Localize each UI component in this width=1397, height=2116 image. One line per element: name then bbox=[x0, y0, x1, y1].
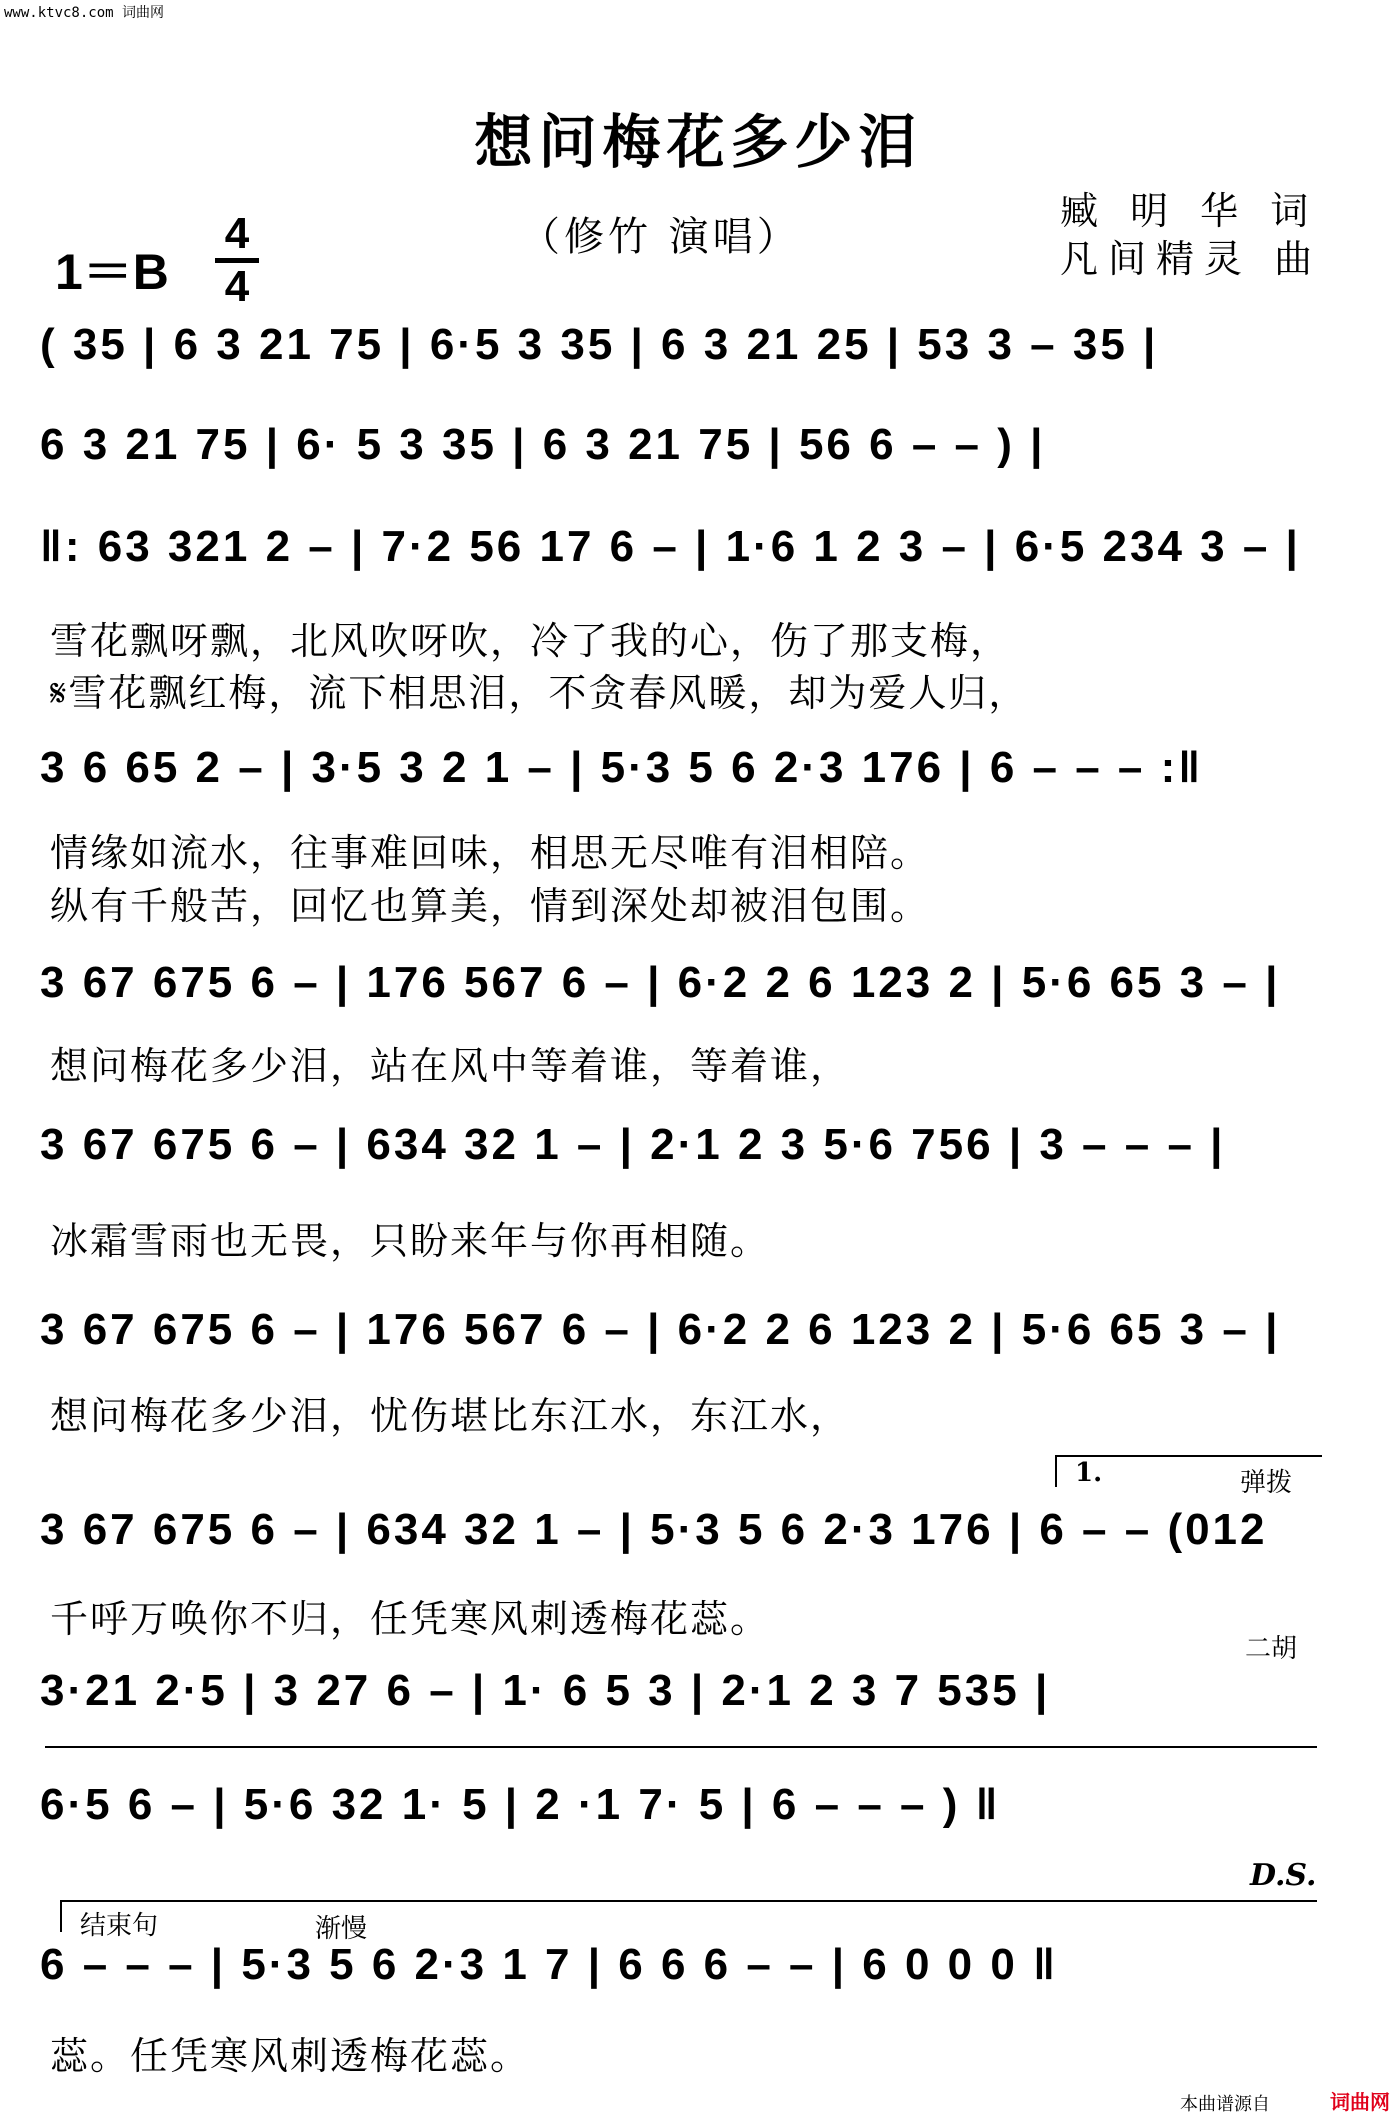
notation-line: 6·5 6 – | 5·6 32 1· 5 | 2 ·1 7· 5 | 6 – – – ) ‖ bbox=[40, 1780, 1001, 1829]
time-signature-top: 4 bbox=[224, 209, 250, 258]
notation-line: 3 6 65 2 – | 3·5 3 2 1 – | 5·3 5 6 2·3 176 | 6 – – – :‖ bbox=[40, 743, 1204, 792]
ds-mark: D.S. bbox=[1250, 1858, 1317, 1893]
lyric-line: 冰霜雪雨也无畏，只盼来年与你再相随。 bbox=[50, 1219, 771, 1263]
notation-line: ( 35 | 6 3 21 75 | 6·5 3 35 | 6 3 21 25 | 53 3 – 35 | bbox=[40, 320, 1159, 369]
lyric-line: 千呼万唤你不归，任凭寒风刺透梅花蕊。 bbox=[50, 1597, 771, 1641]
notation-line: 3 67 675 6 – | 634 32 1 – | 2·1 2 3 5·6 756 | 3 – – – | bbox=[40, 1120, 1226, 1169]
ending-bracket bbox=[60, 1900, 1317, 1932]
lyric-line: 纵有千般苦，回忆也算美，情到深处却被泪包围。 bbox=[50, 884, 931, 928]
notation-line: 6 3 21 75 | 6· 5 3 35 | 6 3 21 75 | 56 6 – – ) | bbox=[40, 420, 1046, 469]
lyric-line: 𝄋雪花飘红梅，流下相思泪，不贪春风暖，却为爱人归， bbox=[50, 671, 1029, 715]
time-signature-bottom: 4 bbox=[224, 262, 250, 311]
footer-brand[interactable]: 词曲网 bbox=[1330, 2090, 1390, 2114]
erhu-label: 二胡 bbox=[1245, 1634, 1298, 1664]
key-signature: 1＝B bbox=[55, 244, 169, 300]
notation-line: 3 67 675 6 – | 634 32 1 – | 5·3 5 6 2·3 176 | 6 – – (012 bbox=[40, 1505, 1268, 1554]
pluck-label: 弹拨 bbox=[1240, 1468, 1293, 1498]
volta-number: 1. bbox=[1075, 1458, 1103, 1488]
lyric-line: 雪花飘呀飘，北风吹呀吹，冷了我的心，伤了那支梅， bbox=[50, 619, 1011, 663]
notation-line: 3·21 2·5 | 3 27 6 – | 1· 6 5 3 | 2·1 2 3 7 535 | bbox=[40, 1666, 1051, 1715]
notation-line: ‖: 63 321 2 – | 7·2 56 17 6 – | 1·6 1 2 3 – | 6·5 234 3 – | bbox=[40, 522, 1301, 571]
lyric-line: 情缘如流水，往事难回味，相思无尽唯有泪相陪。 bbox=[50, 831, 931, 875]
slowing-label: 渐慢 bbox=[315, 1914, 368, 1944]
lyric-line: 想问梅花多少泪，忧伤堪比东江水，东江水， bbox=[50, 1394, 851, 1438]
composer: 凡间精灵 曲 bbox=[1060, 237, 1323, 281]
footer-source: 本曲谱源自 bbox=[1180, 2094, 1270, 2115]
song-title: 想问梅花多少泪 bbox=[474, 108, 923, 176]
notation-line: 3 67 675 6 – | 176 567 6 – | 6·2 2 6 123 2 | 5·6 65 3 – | bbox=[40, 1305, 1281, 1354]
lyric-line: 蕊。任凭寒风刺透梅花蕊。 bbox=[50, 2034, 531, 2078]
time-signature bbox=[215, 209, 259, 311]
notation-line: 6 – – – | 5·3 5 6 2·3 1 7 | 6 6 6 – – | 6 0 0 0 ‖ bbox=[40, 1940, 1058, 1989]
lyricist: 臧 明 华 词 bbox=[1060, 189, 1319, 233]
lyric-line: 想问梅花多少泪，站在风中等着谁，等着谁， bbox=[50, 1044, 851, 1088]
singer: （修竹 演唱） bbox=[520, 214, 801, 260]
site-watermark: www.ktvc8.com 词曲网 bbox=[4, 5, 165, 21]
divider bbox=[45, 1746, 1317, 1748]
ending-label: 结束句 bbox=[80, 1911, 159, 1941]
notation-line: 3 67 675 6 – | 176 567 6 – | 6·2 2 6 123 2 | 5·6 65 3 – | bbox=[40, 958, 1281, 1007]
